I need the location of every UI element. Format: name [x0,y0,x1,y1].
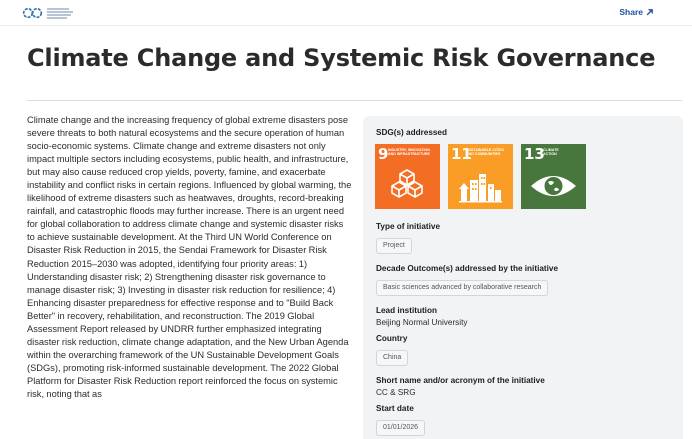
organization-logo-icon[interactable] [22,7,76,19]
sdg-number: 11 [451,145,472,163]
sdg-title: CLIMATE ACTION [543,148,559,157]
type-label: Type of initiative [376,222,440,231]
eye-globe-icon [521,144,586,209]
sdg-number: 13 [524,145,545,163]
sdg-tile-13[interactable] [521,144,586,209]
top-bar [0,0,692,26]
sdg-tile-11[interactable] [448,144,513,209]
outcome-chip: Basic sciences advanced by collaborative research [376,280,548,296]
infrastructure-cubes-icon [375,144,440,209]
country-chip: China [376,350,408,366]
sdg-label: SDG(s) addressed [376,128,447,137]
divider [27,100,682,101]
external-arrow-icon [646,8,654,16]
sdg-title: INDUSTRY, INNOVATION AND INFRASTRUCTURE [388,148,430,157]
city-buildings-icon [448,144,513,209]
country-label: Country [376,334,408,343]
initiative-description: Climate change and the increasing frequency of global extreme disasters pose severe threats to both natural ecosystems and the secure operation of human socio-economic systems. Climate change and extreme disasters not only impact multiple sectors including ecosystems, public health, and infrastructure, but may also cause reduced crop yields, poverty, famine, and exacerbate instability and conflict risks in certain regions. Influenced by global warming, the likelihood of extreme disasters such as heatwaves, droughts, record-breaking rainfall, and catastrophic floods may further increase. There is an urgent need for global collaboration to address climate change and systemic disaster risks to achieve sustainable development. At the Third UN World Conference on Disaster Risk Reduction in 2015, the Sendai Framework for Disaster Risk Reduction 2015–2030 was adopted, identifying four priority areas: 1) Understanding disaster risk; 2) Strengthening disaster risk governance to manage disaster risk; 3) Investing in disaster risk reduction for resilience; 4) Enhancing disaster preparedness for effective response and to "Build Back Better" in recovery, rehabilitation, and reconstruction. The 2019 Global Assessment Report released by UNDRR further emphasized integrating disaster risk reduction, climate change adaptation, and the New Urban Agenda within the overarching framework of the UN Sustainable Development Goals (SDGs), promoting risk-informed sustainable development. The 2022 Global Platform for Disaster Risk Reduction report reinforced the focus on systemic risk, noting that as [27,115,352,399]
start-chip: 01/01/2026 [376,420,425,436]
acronym-value: CC & SRG [376,388,416,397]
type-chip: Project [376,238,412,254]
sdg-title: SUSTAINABLE CITIES AND COMMUNITIES [466,148,504,157]
share-button[interactable] [619,7,654,17]
sdg-number: 9 [378,145,389,163]
lead-label: Lead institution [376,306,437,315]
outcome-label: Decade Outcome(s) addressed by the initiative [376,264,558,273]
share-label: Share [619,7,643,17]
start-label: Start date [376,404,414,413]
logo-wordmark [47,8,73,19]
acronym-label: Short name and/or acronym of the initiative [376,376,545,385]
sdg-tile-9[interactable] [375,144,440,209]
page-title: Climate Change and Systemic Risk Governance [27,44,656,72]
lead-value: Beijing Normal University [376,318,468,327]
details-panel [363,116,683,439]
logo-mark-icon [22,7,44,19]
